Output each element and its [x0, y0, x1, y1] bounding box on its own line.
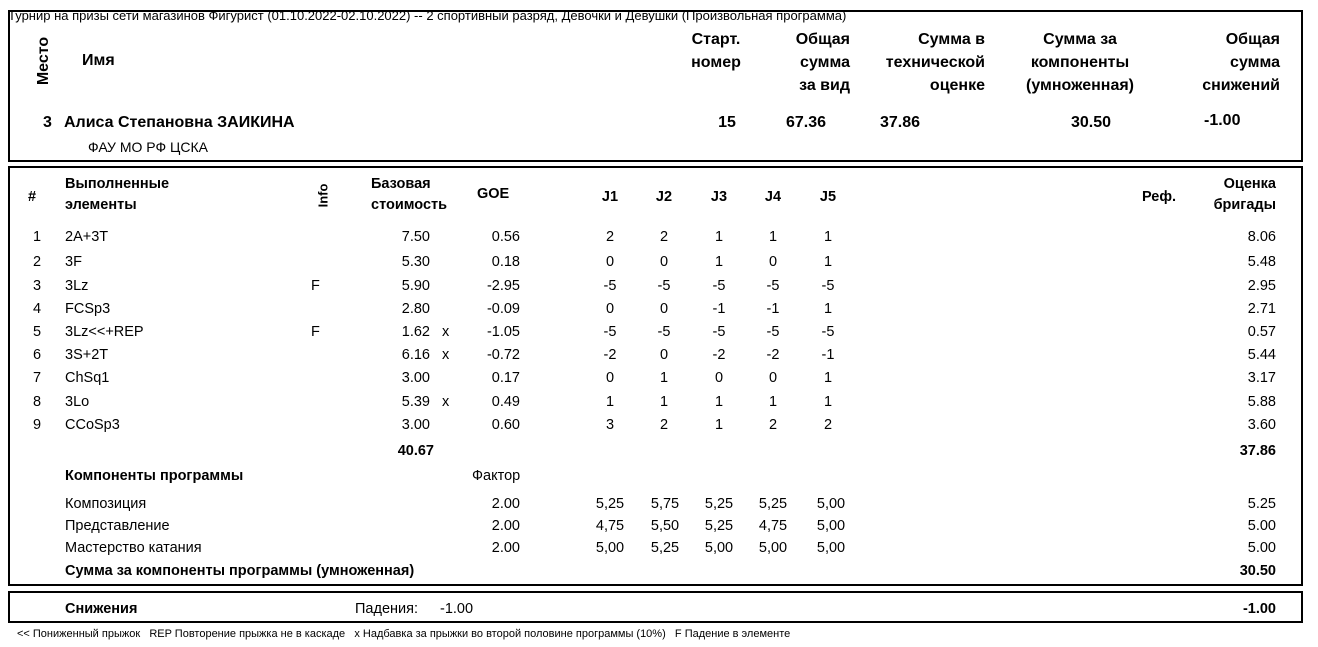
element-base: 7.50	[401, 229, 430, 245]
skater-club: ФАУ МО РФ ЦСКА	[88, 139, 208, 155]
element-goe: -1.05	[486, 324, 520, 340]
element-judge-2: 1	[659, 370, 669, 386]
element-judge-2: -5	[657, 324, 671, 340]
info-header: Info	[315, 183, 331, 208]
element-score: 5.48	[1247, 254, 1276, 270]
deductions-label: Снижения	[65, 601, 138, 617]
skater-total: 67.36	[786, 114, 827, 131]
element-name: 3Lz<<+REP	[65, 324, 144, 340]
component-judge-1: 5,25	[595, 496, 625, 512]
element-judge-2: 1	[659, 394, 669, 410]
component-judge-1: 4,75	[595, 518, 625, 534]
component-judge-5: 5,00	[816, 518, 846, 534]
element-name: 3Lo	[65, 394, 90, 410]
element-goe: -0.09	[486, 301, 520, 317]
element-judge-5: -5	[821, 278, 835, 294]
element-judge-5: 1	[823, 370, 833, 386]
element-num: 3	[33, 278, 42, 294]
component-score: 5.00	[1247, 540, 1276, 556]
element-base: 3.00	[401, 370, 430, 386]
element-judge-3: 0	[714, 370, 724, 386]
j4-header: J4	[764, 189, 782, 205]
element-judge-2: 0	[659, 254, 669, 270]
num-header: #	[28, 189, 37, 205]
element-num: 9	[33, 417, 42, 433]
deductions-total: -1.00	[1242, 601, 1276, 617]
base-total: 40.67	[397, 443, 434, 459]
total-header: Общая сумма за вид	[795, 31, 850, 94]
skater-place: 3	[43, 114, 52, 131]
element-base: 5.39	[401, 394, 430, 410]
element-name: FCSp3	[65, 301, 111, 317]
components-total: 30.50	[1239, 563, 1276, 579]
element-info: F	[311, 324, 320, 340]
start-no-header: Старт. номер	[691, 31, 741, 71]
deductions-box	[8, 591, 1303, 623]
element-judge-1: 0	[605, 301, 615, 317]
component-score: 5.00	[1247, 518, 1276, 534]
element-judge-1: -5	[603, 278, 617, 294]
skater-name: Алиса Степановна ЗАИКИНА	[64, 114, 295, 131]
element-score: 3.60	[1247, 417, 1276, 433]
elements-header: Выполненные элементы	[65, 176, 170, 213]
goe-header: GOE	[477, 186, 510, 202]
element-goe: -0.72	[486, 347, 520, 363]
component-factor: 2.00	[491, 496, 520, 512]
element-judge-4: -5	[766, 278, 780, 294]
element-score: 2.71	[1247, 301, 1276, 317]
element-judge-1: 0	[605, 254, 615, 270]
component-judge-3: 5,25	[704, 496, 734, 512]
element-goe: 0.56	[491, 229, 520, 245]
element-num: 1	[33, 229, 42, 245]
skater-deductions: -1.00	[1204, 112, 1241, 129]
component-judge-2: 5,50	[650, 518, 680, 534]
element-name: 3S+2T	[65, 347, 109, 363]
element-score: 8.06	[1247, 229, 1276, 245]
element-goe: 0.18	[491, 254, 520, 270]
element-goe: 0.49	[491, 394, 520, 410]
element-judge-1: -2	[603, 347, 617, 363]
element-judge-4: 1	[768, 229, 778, 245]
element-judge-4: -1	[766, 301, 780, 317]
element-judge-3: 1	[714, 229, 724, 245]
element-score: 2.95	[1247, 278, 1276, 294]
j5-header: J5	[819, 189, 837, 205]
element-name: 2A+3T	[65, 229, 109, 245]
element-num: 5	[33, 324, 42, 340]
falls-label: Падения:	[355, 601, 418, 617]
element-judge-5: 1	[823, 229, 833, 245]
element-judge-1: 3	[605, 417, 615, 433]
name-header: Имя	[82, 52, 115, 69]
skater-tes: 37.86	[880, 114, 921, 131]
element-base: 1.62	[401, 324, 430, 340]
element-base: 5.30	[401, 254, 430, 270]
element-judge-2: 0	[659, 301, 669, 317]
place-header: Место	[35, 36, 53, 86]
element-judge-4: 0	[768, 370, 778, 386]
factor-header: Фактор	[472, 468, 521, 484]
element-base: 6.16	[401, 347, 430, 363]
element-judge-4: 1	[768, 394, 778, 410]
ref-header: Реф.	[1142, 189, 1177, 205]
component-factor: 2.00	[491, 518, 520, 534]
element-judge-1: 1	[605, 394, 615, 410]
element-num: 4	[33, 301, 42, 317]
element-num: 2	[33, 254, 42, 270]
element-num: 7	[33, 370, 42, 386]
element-num: 6	[33, 347, 42, 363]
component-judge-4: 5,25	[758, 496, 788, 512]
element-judge-2: -5	[657, 278, 671, 294]
legend: << Пониженный прыжок REP Повторение прыжка не в каскаде x Надбавка за прыжки во второй половине программы (10%) F Падение в элементе	[17, 628, 791, 640]
page-title: Турнир на призы сети магазинов Фигурист (01.10.2022-02.10.2022) -- 2 спортивный разряд, Девочки и Девушки (Произвольная программа)	[8, 8, 847, 23]
pcs-header: Сумма за компоненты (умноженная)	[1026, 31, 1134, 94]
j1-header: J1	[601, 189, 619, 205]
element-judge-3: -5	[712, 324, 726, 340]
element-base: 3.00	[401, 417, 430, 433]
base-header: Базовая стоимость	[371, 176, 448, 213]
component-judge-3: 5,00	[704, 540, 734, 556]
element-judge-3: 1	[714, 417, 724, 433]
tes-total: 37.86	[1239, 443, 1276, 459]
element-judge-3: -2	[712, 347, 726, 363]
element-judge-1: 2	[605, 229, 615, 245]
element-name: 3Lz	[65, 278, 89, 294]
element-judge-4: -5	[766, 324, 780, 340]
element-bonus-x: x	[442, 394, 450, 410]
element-name: 3F	[65, 254, 82, 270]
tes-header: Сумма в технической оценке	[885, 31, 985, 94]
skater-start-no: 15	[718, 114, 736, 131]
element-judge-3: 1	[714, 394, 724, 410]
components-title: Компоненты программы	[65, 468, 244, 484]
deductions-header: Общая сумма снижений	[1202, 31, 1280, 94]
element-bonus-x: x	[442, 347, 450, 363]
j3-header: J3	[710, 189, 728, 205]
element-score: 0.57	[1247, 324, 1276, 340]
element-num: 8	[33, 394, 42, 410]
element-goe: 0.60	[491, 417, 520, 433]
element-judge-5: 1	[823, 394, 833, 410]
element-judge-5: -1	[821, 347, 835, 363]
element-judge-5: 1	[823, 301, 833, 317]
component-name: Представление	[65, 518, 170, 534]
element-judge-3: -5	[712, 278, 726, 294]
component-judge-2: 5,25	[650, 540, 680, 556]
component-factor: 2.00	[491, 540, 520, 556]
element-judge-2: 2	[659, 229, 669, 245]
skater-pcs: 30.50	[1071, 114, 1112, 131]
element-name: CCoSp3	[65, 417, 120, 433]
element-judge-5: -5	[821, 324, 835, 340]
component-judge-2: 5,75	[650, 496, 680, 512]
component-name: Композиция	[65, 496, 147, 512]
element-info: F	[311, 278, 320, 294]
element-score: 3.17	[1247, 370, 1276, 386]
component-score: 5.25	[1247, 496, 1276, 512]
falls-value: -1.00	[440, 601, 474, 617]
element-bonus-x: x	[442, 324, 450, 340]
element-base: 5.90	[401, 278, 430, 294]
element-score: 5.44	[1247, 347, 1276, 363]
element-goe: -2.95	[486, 278, 520, 294]
element-score: 5.88	[1247, 394, 1276, 410]
element-judge-4: 0	[768, 254, 778, 270]
element-judge-3: -1	[712, 301, 726, 317]
element-judge-1: -5	[603, 324, 617, 340]
component-name: Мастерство катания	[65, 540, 202, 556]
component-judge-1: 5,00	[595, 540, 625, 556]
component-judge-3: 5,25	[704, 518, 734, 534]
component-judge-4: 4,75	[758, 518, 788, 534]
element-judge-4: 2	[768, 417, 778, 433]
component-judge-5: 5,00	[816, 540, 846, 556]
components-total-label: Сумма за компоненты программы (умноженная)	[65, 563, 415, 579]
j2-header: J2	[655, 189, 673, 205]
component-judge-5: 5,00	[816, 496, 846, 512]
element-judge-1: 0	[605, 370, 615, 386]
element-judge-3: 1	[714, 254, 724, 270]
element-judge-2: 0	[659, 347, 669, 363]
component-judge-4: 5,00	[758, 540, 788, 556]
element-judge-5: 2	[823, 417, 833, 433]
score-header: Оценка бригады	[1213, 176, 1276, 213]
element-goe: 0.17	[491, 370, 520, 386]
element-judge-4: -2	[766, 347, 780, 363]
element-base: 2.80	[401, 301, 430, 317]
element-judge-5: 1	[823, 254, 833, 270]
element-judge-2: 2	[659, 417, 669, 433]
element-name: ChSq1	[65, 370, 110, 386]
